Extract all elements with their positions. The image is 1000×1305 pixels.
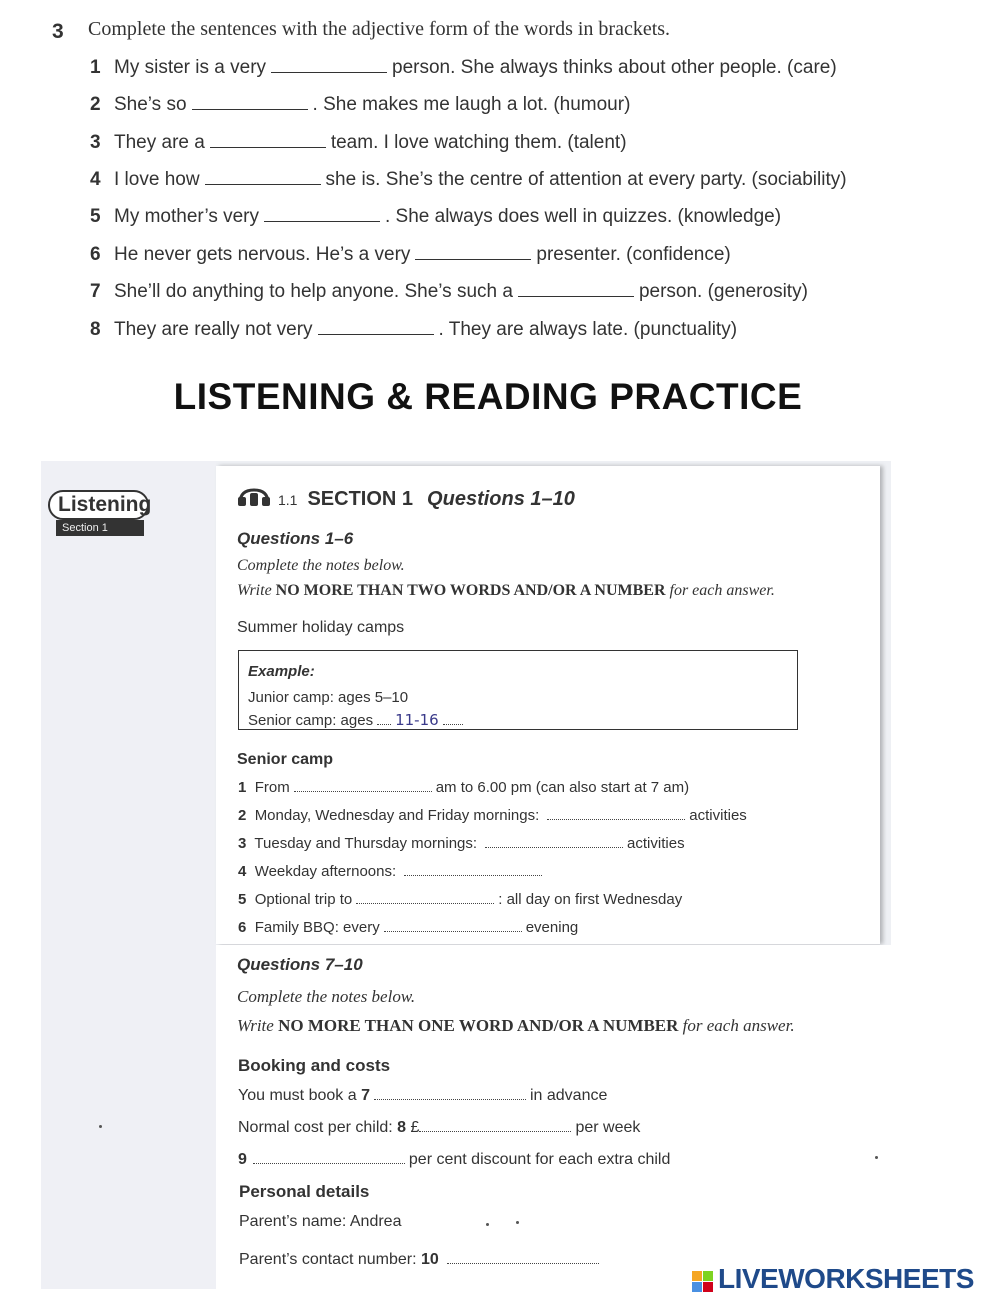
- questions-1-6-word-limit: [237, 582, 775, 600]
- answer-blank-1[interactable]: [271, 58, 387, 73]
- sentence-before: My mother’s very: [114, 206, 259, 227]
- sentence-before: She’ll do anything to help anyone. She’s such a: [114, 281, 513, 302]
- question-number: 7: [361, 1087, 370, 1104]
- sentence-8: [90, 319, 737, 341]
- question-after: per week: [575, 1119, 641, 1136]
- sentence-5: [90, 206, 781, 228]
- word-limit-bold: NO MORE THAN ONE WORD AND/OR A NUMBER: [278, 1016, 679, 1035]
- sentence-number: 7: [90, 281, 101, 302]
- question-number: 2: [238, 807, 247, 824]
- example-line-1: Junior camp: ages 5–10: [248, 689, 409, 706]
- question-number: 8: [397, 1119, 407, 1136]
- question-before: You must book a: [238, 1087, 357, 1104]
- question-before: Weekday afternoons:: [254, 863, 397, 880]
- answer-field-5[interactable]: [356, 891, 494, 904]
- question-number: 3: [238, 835, 247, 852]
- sentence-4: [90, 169, 847, 191]
- question-number: 10: [421, 1251, 439, 1268]
- scan-speck: [516, 1221, 519, 1224]
- question-before: Family BBQ: every: [254, 919, 380, 936]
- sentence-after: . They are always late. (punctuality): [438, 319, 738, 340]
- questions-7-10-heading: Questions 7–10: [237, 955, 363, 974]
- scan-margin: [41, 461, 216, 1289]
- sentence-after: team. I love watching them. (talent): [330, 132, 627, 153]
- question-number: 6: [238, 919, 247, 936]
- exercise-number: 3: [52, 20, 64, 43]
- example-line-2-text: Senior camp: ages: [248, 712, 374, 729]
- question-after: activities: [627, 835, 685, 852]
- page-heading: LISTENING & READING PRACTICE: [173, 376, 803, 417]
- sentence-before: She’s so: [114, 94, 187, 115]
- question-number: 9: [238, 1151, 247, 1168]
- sentence-before: My sister is a very: [114, 57, 267, 78]
- question-after: in advance: [529, 1087, 608, 1104]
- write-suffix: for each answer.: [669, 582, 775, 599]
- sentence-before: I love how: [114, 169, 200, 190]
- answer-field-1[interactable]: [294, 779, 432, 792]
- answer-field-4[interactable]: [404, 863, 542, 876]
- sentence-6: [90, 244, 731, 266]
- answer-field-2[interactable]: [547, 807, 685, 820]
- question-after: : all day on first Wednesday: [498, 891, 683, 908]
- dotted-line: [377, 712, 391, 725]
- sentence-2: [90, 94, 630, 116]
- question-9: [238, 1151, 670, 1169]
- question-after: evening: [525, 919, 579, 936]
- sentence-before: He never gets nervous. He’s a very: [114, 244, 411, 265]
- question-1: [238, 779, 689, 796]
- question-number: 4: [238, 863, 247, 880]
- sentence-number: 8: [90, 319, 101, 340]
- sentence-after: person. She always thinks about other people. (care): [392, 57, 837, 78]
- scan-speck: [99, 1125, 102, 1128]
- question-before: Tuesday and Thursday mornings:: [254, 835, 478, 852]
- sentence-after: presenter. (confidence): [536, 244, 731, 265]
- dotted-line: [443, 712, 463, 725]
- sentence-3: [90, 132, 627, 154]
- question-before: Parent’s contact number:: [239, 1251, 417, 1268]
- section-name: SECTION 1: [307, 488, 414, 510]
- parent-name: Parent’s name: Andrea: [239, 1213, 402, 1230]
- scan-speck: [875, 1156, 878, 1159]
- answer-field-3[interactable]: [485, 835, 623, 848]
- question-after: activities: [689, 807, 747, 824]
- liveworksheets-logo[interactable]: LIVEWORKSHEETS: [718, 1263, 974, 1294]
- answer-blank-7[interactable]: [518, 282, 634, 297]
- write-prefix: Write: [237, 1016, 274, 1035]
- answer-field-10[interactable]: [447, 1251, 599, 1264]
- personal-details-subheading: Personal details: [239, 1182, 370, 1201]
- sentence-after: . She makes me laugh a lot. (humour): [312, 94, 631, 115]
- exercise-instruction: Complete the sentences with the adjective form of the words in brackets.: [88, 18, 671, 40]
- question-number: 5: [238, 891, 247, 908]
- question-after: per cent discount for each extra child: [408, 1151, 671, 1168]
- question-10: [239, 1251, 603, 1269]
- sentence-number: 3: [90, 132, 101, 153]
- section-questions: Questions 1–10: [427, 488, 575, 510]
- questions-1-6-heading: Questions 1–6: [237, 529, 354, 548]
- section-title-row: [236, 487, 575, 511]
- example-answer: 11-16: [395, 711, 439, 729]
- sentence-number: 2: [90, 94, 101, 115]
- answer-blank-4[interactable]: [205, 170, 321, 185]
- answer-field-7[interactable]: [374, 1087, 526, 1100]
- question-number: 1: [238, 779, 247, 796]
- question-before: Monday, Wednesday and Friday mornings:: [254, 807, 540, 824]
- listening-tab: Listening: [48, 490, 149, 520]
- sentence-after: person. (generosity): [638, 281, 808, 302]
- listening-tab-section: Section 1: [56, 520, 144, 536]
- question-5: [238, 891, 682, 908]
- question-8: [238, 1119, 640, 1137]
- scan-speck: [486, 1223, 489, 1226]
- answer-blank-8[interactable]: [318, 320, 434, 335]
- sentence-after: she is. She’s the centre of attention at every party. (sociability): [325, 169, 847, 190]
- answer-field-6[interactable]: [384, 919, 522, 932]
- question-3: [238, 835, 685, 852]
- sentence-7: [90, 281, 808, 303]
- example-label: Example:: [248, 663, 315, 680]
- write-prefix: Write: [237, 582, 272, 599]
- booking-costs-subheading: Booking and costs: [238, 1056, 391, 1075]
- question-4: [238, 863, 546, 880]
- liveworksheets-logo-icon: [692, 1271, 714, 1293]
- questions-1-6-instruction: Complete the notes below.: [237, 557, 405, 574]
- question-after: am to 6.00 pm (can also start at 7 am): [435, 779, 690, 796]
- question-2: [238, 807, 747, 824]
- sentence-number: 1: [90, 57, 101, 78]
- sentence-number: 5: [90, 206, 101, 227]
- answer-field-8[interactable]: [419, 1119, 571, 1132]
- example-line-2: [248, 711, 467, 729]
- question-7: [238, 1087, 607, 1105]
- questions-7-10-word-limit: [237, 1016, 795, 1036]
- answer-blank-5[interactable]: [264, 207, 380, 222]
- question-before: Normal cost per child:: [238, 1119, 393, 1136]
- question-before: Optional trip to: [254, 891, 353, 908]
- answer-blank-2[interactable]: [192, 95, 308, 110]
- question-6: [238, 919, 578, 936]
- track-number: 1.1: [278, 492, 298, 508]
- answer-field-9[interactable]: [253, 1151, 405, 1164]
- sentence-after: . She always does well in quizzes. (knowledge): [385, 206, 782, 227]
- sentence-number: 6: [90, 244, 101, 265]
- sentence-before: They are really not very: [114, 319, 313, 340]
- answer-blank-3[interactable]: [210, 133, 326, 148]
- question-before: From: [254, 779, 290, 796]
- sentence-before: They are a: [114, 132, 205, 153]
- answer-blank-6[interactable]: [415, 245, 531, 260]
- exercise-3: [0, 0, 1000, 360]
- sentence-1: [90, 57, 837, 79]
- write-suffix: for each answer.: [682, 1016, 795, 1035]
- sentence-number: 4: [90, 169, 101, 190]
- topic-title: Summer holiday camps: [237, 619, 405, 636]
- headphones-icon: [236, 487, 272, 507]
- currency-symbol: £: [410, 1119, 420, 1136]
- senior-camp-subheading: Senior camp: [237, 751, 334, 768]
- word-limit-bold: NO MORE THAN TWO WORDS AND/OR A NUMBER: [275, 582, 666, 599]
- questions-7-10-instruction: Complete the notes below.: [237, 987, 416, 1006]
